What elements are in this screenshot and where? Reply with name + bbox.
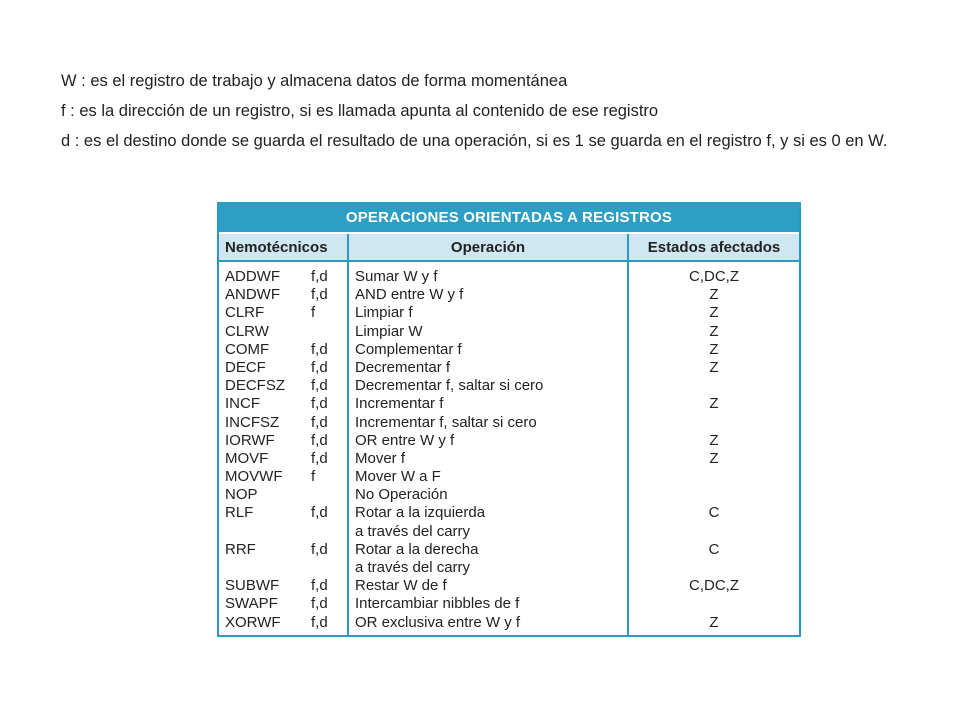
mnemonic-cell [219, 395, 347, 413]
header-status-affected: Estados afectados [629, 234, 799, 262]
mnemonic-args: f [311, 468, 316, 486]
mnemonic-cell [219, 268, 347, 286]
mnemonic-cell [219, 595, 347, 613]
mnemonic-args: f,d [311, 395, 328, 413]
status-cell: C,DC,Z [689, 577, 739, 595]
definition-d: d : es el destino donde se guarda el resultado de una operación, si es 1 se guarda en el registro f, y si es 0 en W. [61, 132, 888, 150]
mnemonic-cell [219, 323, 347, 341]
mnemonic-text [225, 559, 311, 577]
operation-cell: Sumar W y f [355, 268, 438, 285]
status-cell: Z [709, 322, 719, 340]
table-header-row [219, 234, 799, 262]
operation-cell: Incrementar f [355, 395, 444, 413]
mnemonic-text: CLRW [225, 322, 269, 340]
mnemonic-text: IORWF [225, 431, 275, 449]
operation-cell: Complementar f [355, 340, 462, 358]
status-cell [629, 377, 799, 395]
operation-cell: Rotar a la derecha [355, 540, 479, 558]
mnemonic-text: RRF [225, 540, 256, 558]
mnemonic-args: f,d [311, 577, 328, 595]
mnemonic-args: f,d [311, 595, 328, 613]
operation-cell: OR exclusiva entre W y f [355, 613, 521, 631]
mnemonic-cell [219, 341, 347, 359]
mnemonic-text: INCF [225, 395, 260, 413]
mnemonic-text: MOVF [225, 449, 269, 467]
status-cell [629, 486, 799, 504]
operation-cell: No Operación [355, 486, 448, 504]
definitions [61, 70, 903, 152]
status-cell: C [708, 504, 720, 522]
mnemonic-text: SWAPF [225, 595, 278, 613]
operation-column [349, 262, 629, 635]
status-cell: Z [709, 431, 719, 449]
mnemonic-args: f,d [311, 540, 328, 558]
mnemonic-cell [219, 577, 347, 595]
operation-cell: Restar W de f [355, 577, 447, 595]
mnemonic-cell [219, 432, 347, 450]
mnemonic-text: ADDWF [225, 268, 280, 285]
mnemonic-text: RLF [225, 504, 254, 522]
status-cell [629, 559, 799, 577]
status-cell: C,DC,Z [689, 268, 739, 285]
mnemonic-text: MOVWF [225, 468, 283, 486]
header-operation: Operación [349, 234, 629, 262]
mnemonic-text: INCFSZ [225, 413, 280, 431]
status-cell [629, 595, 799, 613]
header-mnemonics: Nemotécnicos [219, 234, 349, 262]
operation-cell: a través del carry [355, 522, 471, 540]
mnemonic-text: SUBWF [225, 577, 280, 595]
status-column [629, 262, 799, 635]
table-body [219, 262, 799, 635]
mnemonic-args: f,d [311, 268, 328, 285]
mnemonic-args: f [311, 304, 316, 322]
definition-w: W : es el registro de trabajo y almacena datos de forma momentánea [61, 72, 568, 90]
operation-cell: Decrementar f, saltar si cero [355, 377, 544, 395]
mnemonics-column [219, 262, 349, 635]
operation-cell: Rotar a la izquierda [355, 504, 486, 522]
mnemonic-text: DECFSZ [225, 377, 285, 395]
mnemonic-cell [219, 286, 347, 304]
operation-cell: AND entre W y f [355, 286, 464, 304]
mnemonic-args: f,d [311, 613, 328, 631]
operation-cell: Mover W a F [355, 468, 441, 486]
mnemonic-cell [219, 541, 347, 559]
mnemonic-cell [219, 414, 347, 432]
mnemonic-args: f,d [311, 504, 328, 522]
mnemonic-text [225, 523, 311, 541]
mnemonic-cell [219, 450, 347, 468]
mnemonic-cell [219, 377, 347, 395]
status-cell [629, 523, 799, 541]
register-operations-table [217, 202, 801, 637]
mnemonic-args: f,d [311, 377, 328, 395]
mnemonic-cell [219, 614, 347, 632]
mnemonic-text: XORWF [225, 613, 281, 631]
status-cell: Z [709, 286, 719, 304]
mnemonic-args: f,d [311, 431, 328, 449]
mnemonic-text: NOP [225, 486, 258, 504]
mnemonic-text: DECF [225, 358, 266, 376]
mnemonic-cell [219, 559, 347, 577]
operation-cell: Incrementar f, saltar si cero [355, 413, 537, 431]
status-cell: Z [709, 304, 719, 322]
table-title: OPERACIONES ORIENTADAS A REGISTROS [219, 204, 799, 234]
mnemonic-cell [219, 468, 347, 486]
status-cell: Z [709, 395, 719, 413]
operation-cell: Intercambiar nibbles de f [355, 595, 520, 613]
mnemonic-cell [219, 523, 347, 541]
operation-cell: Limpiar f [355, 304, 413, 322]
mnemonic-text: COMF [225, 340, 270, 358]
mnemonic-args: f,d [311, 340, 328, 358]
mnemonic-args: f,d [311, 286, 328, 304]
operation-cell: a través del carry [355, 559, 471, 576]
mnemonic-text: CLRF [225, 304, 265, 322]
mnemonic-cell [219, 504, 347, 522]
status-cell: Z [709, 613, 719, 631]
operation-cell: Limpiar W [355, 322, 423, 340]
status-cell: Z [709, 358, 719, 376]
mnemonic-cell [219, 486, 347, 504]
status-cell: C [708, 540, 720, 558]
operation-cell: Mover f [355, 449, 406, 467]
mnemonic-args: f,d [311, 413, 328, 431]
operation-cell: OR entre W y f [355, 431, 455, 449]
status-cell [629, 468, 799, 486]
operation-cell: Decrementar f [355, 358, 451, 376]
status-cell: Z [709, 449, 719, 467]
definition-f: f : es la dirección de un registro, si es llamada apunta al contenido de ese registro [61, 102, 659, 120]
mnemonic-args: f,d [311, 449, 328, 467]
mnemonic-text: ANDWF [225, 286, 280, 304]
status-cell: Z [709, 340, 719, 358]
status-cell [629, 414, 799, 432]
mnemonic-cell [219, 359, 347, 377]
mnemonic-cell [219, 304, 347, 322]
mnemonic-args: f,d [311, 358, 328, 376]
